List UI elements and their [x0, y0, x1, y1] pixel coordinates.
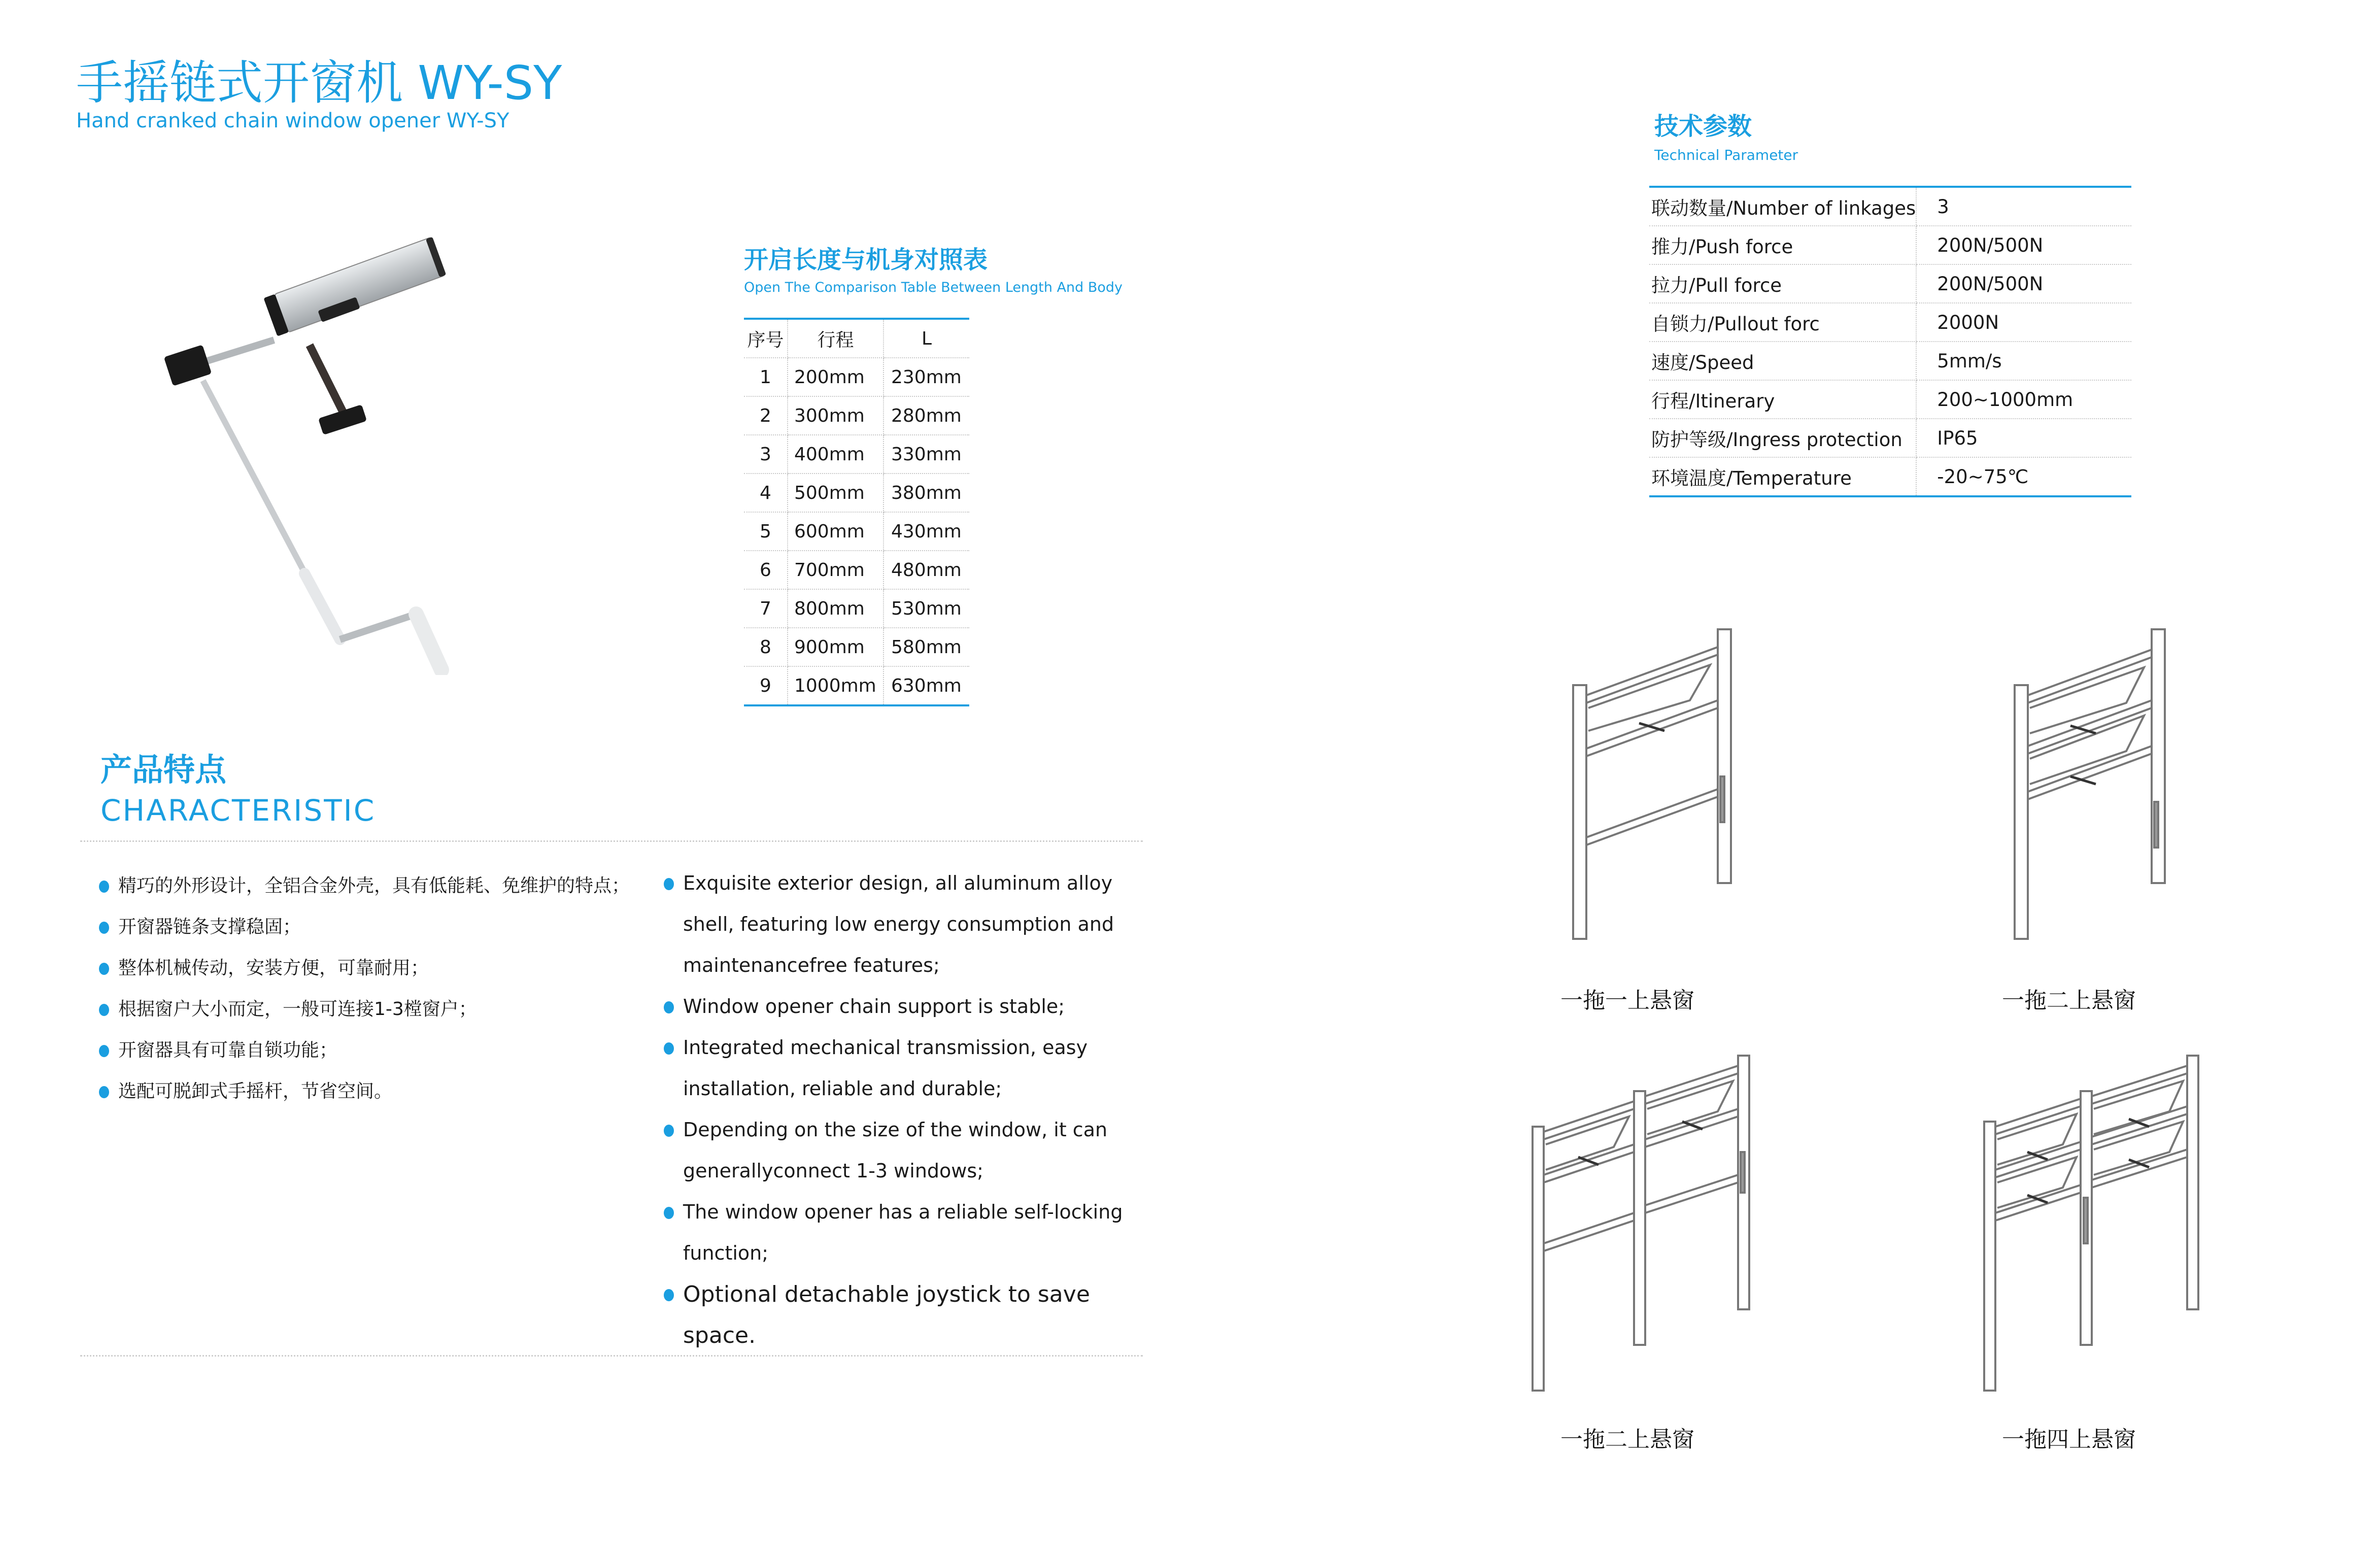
length-value: 280mm [883, 396, 969, 435]
list-item [664, 1109, 1146, 1192]
stroke-value: 400mm [788, 435, 883, 473]
characteristic-title: 产品特点 [100, 751, 227, 788]
param-value: 200N/500N [1916, 226, 2131, 264]
product-photo [101, 218, 589, 675]
param-name: 拉力/Pull force [1649, 264, 1916, 303]
bullet-icon [664, 1001, 674, 1013]
list-item-text: 开窗器链条支撑稳固； [118, 917, 301, 937]
bullet-icon [664, 1207, 674, 1219]
page-title: 手摇链式开窗机 WY-SY [76, 56, 562, 110]
row-index: 7 [744, 589, 788, 628]
table-row [1649, 380, 2131, 419]
row-index: 8 [744, 628, 788, 666]
bullet-icon [99, 1004, 109, 1016]
param-name: 速度/Speed [1649, 342, 1916, 380]
list-item-text: 选配可脱卸式手摇杆，节省空间。 [118, 1081, 393, 1102]
param-name: 推力/Push force [1649, 226, 1916, 264]
diagram-caption: 一拖二上悬窗 [1560, 1427, 1694, 1452]
tech-param-subtitle: Technical Parameter [1654, 147, 1798, 163]
param-name: 自锁力/Pullout forc [1649, 303, 1916, 342]
table-row [744, 435, 969, 473]
tech-param-title: 技术参数 [1654, 112, 1752, 141]
length-value: 630mm [891, 675, 962, 696]
list-item [664, 1274, 1146, 1356]
divider [80, 840, 1143, 842]
comparison-table [744, 318, 969, 706]
table-row [1649, 303, 2131, 342]
table-row [1649, 264, 2131, 303]
divider [80, 1355, 1143, 1357]
list-item-text: 精巧的外形设计，全铝合金外壳，具有低能耗、免维护的特点； [118, 875, 630, 896]
param-name: 防护等级/Ingress protection [1649, 419, 1916, 457]
row-index: 5 [744, 512, 788, 551]
table-row [1649, 226, 2131, 264]
column-header: 序号 [744, 319, 788, 358]
window-frame-1-sash-icon [1543, 609, 1756, 974]
length-value: 580mm [883, 628, 969, 666]
bullet-icon [664, 878, 674, 890]
list-item [99, 948, 667, 989]
list-item-text: Window opener chain support is stable; [683, 995, 1065, 1018]
param-name: 行程/Itinerary [1649, 380, 1916, 419]
param-name: 环境温度/Temperature [1649, 457, 1916, 496]
features-list-en [664, 863, 1146, 1356]
column-header: L [883, 319, 969, 358]
stroke-value: 1000mm [788, 666, 883, 705]
list-item [664, 863, 1146, 986]
table-row [1649, 187, 2131, 226]
column-header: 行程 [788, 319, 883, 358]
list-item-text: 整体机械传动，安装方便，可靠耐用； [118, 958, 429, 978]
bullet-icon [664, 1042, 674, 1055]
comparison-table-subtitle: Open The Comparison Table Between Length And Body [744, 280, 1123, 295]
stroke-value: 500mm [788, 473, 883, 512]
stroke-value: 800mm [788, 589, 883, 628]
stroke-value: 300mm [788, 396, 883, 435]
row-index: 2 [744, 396, 788, 435]
table-row [744, 396, 969, 435]
diagram-caption: 一拖四上悬窗 [2002, 1427, 2136, 1452]
stroke-value: 600mm [788, 512, 883, 551]
list-item [664, 986, 1146, 1027]
param-value: 2000N [1916, 303, 2131, 342]
length-value: 430mm [883, 512, 969, 551]
list-item [99, 906, 667, 948]
page-subtitle: Hand cranked chain window opener WY-SY [76, 109, 509, 132]
diagram-caption: 一拖二上悬窗 [2002, 988, 2136, 1013]
window-frame-2-sash-side-icon [1512, 1051, 1796, 1416]
list-item-text: Optional detachable joystick to save space. [683, 1281, 1090, 1348]
characteristic-subtitle: CHARACTERISTIC [100, 793, 376, 828]
length-value: 530mm [883, 589, 969, 628]
param-value: 5mm/s [1916, 342, 2131, 380]
row-index: 3 [744, 435, 788, 473]
list-item-text: Exquisite exterior design, all aluminum alloy shell, featuring low energy consumption and maintenancefree features; [683, 872, 1114, 976]
list-item-text: The window opener has a reliable self-locking function; [683, 1201, 1123, 1264]
features-list-cn [99, 865, 667, 1112]
length-value: 480mm [883, 551, 969, 589]
bullet-icon [99, 963, 109, 975]
stroke-value: 700mm [788, 551, 883, 589]
table-row [744, 666, 969, 705]
bullet-icon [99, 922, 109, 934]
table-row [744, 551, 969, 589]
list-item [664, 1192, 1146, 1274]
table-row [744, 473, 969, 512]
list-item [99, 865, 667, 906]
param-name: 联动数量/Number of linkages [1649, 187, 1916, 226]
param-value: 3 [1916, 187, 2131, 226]
length-value: 330mm [883, 435, 969, 473]
list-item-text: 开窗器具有可靠自锁功能； [118, 1040, 338, 1061]
table-row [744, 628, 969, 666]
tech-param-table [1649, 186, 2131, 497]
row-index: 1 [744, 358, 788, 396]
diagram-caption: 一拖一上悬窗 [1560, 988, 1694, 1013]
param-value: 200N/500N [1916, 264, 2131, 303]
window-frame-2-sash-stacked-icon [1989, 609, 2202, 974]
table-row [744, 358, 969, 396]
list-item [664, 1027, 1146, 1109]
window-frame-4-sash-icon [1964, 1051, 2248, 1416]
bullet-icon [99, 881, 109, 893]
stroke-value: 200mm [788, 358, 883, 396]
param-value: 200~1000mm [1916, 380, 2131, 419]
row-index: 6 [744, 551, 788, 589]
bullet-icon [664, 1125, 674, 1137]
list-item-text: Integrated mechanical transmission, easy installation, reliable and durable; [683, 1036, 1088, 1100]
length-value: 380mm [883, 473, 969, 512]
bullet-icon [99, 1045, 109, 1057]
list-item-text: Depending on the size of the window, it can generallyconnect 1-3 windows; [683, 1119, 1108, 1182]
bullet-icon [664, 1289, 674, 1301]
row-index: 9 [744, 666, 788, 705]
param-value: IP65 [1916, 419, 2131, 457]
list-item [99, 1071, 667, 1112]
comparison-table-title: 开启长度与机身对照表 [744, 246, 988, 274]
table-row [744, 512, 969, 551]
stroke-value: 900mm [788, 628, 883, 666]
table-row [744, 589, 969, 628]
list-item [99, 1030, 667, 1071]
list-item-text: 根据窗户大小而定，一般可连接1-3樘窗户； [118, 999, 477, 1020]
table-row [1649, 419, 2131, 457]
table-row [1649, 457, 2131, 496]
length-value: 230mm [883, 358, 969, 396]
row-index: 4 [744, 473, 788, 512]
table-row [1649, 342, 2131, 380]
param-value: -20~75℃ [1937, 465, 2029, 488]
bullet-icon [99, 1086, 109, 1098]
list-item [99, 989, 667, 1030]
table-header-row [744, 319, 969, 358]
